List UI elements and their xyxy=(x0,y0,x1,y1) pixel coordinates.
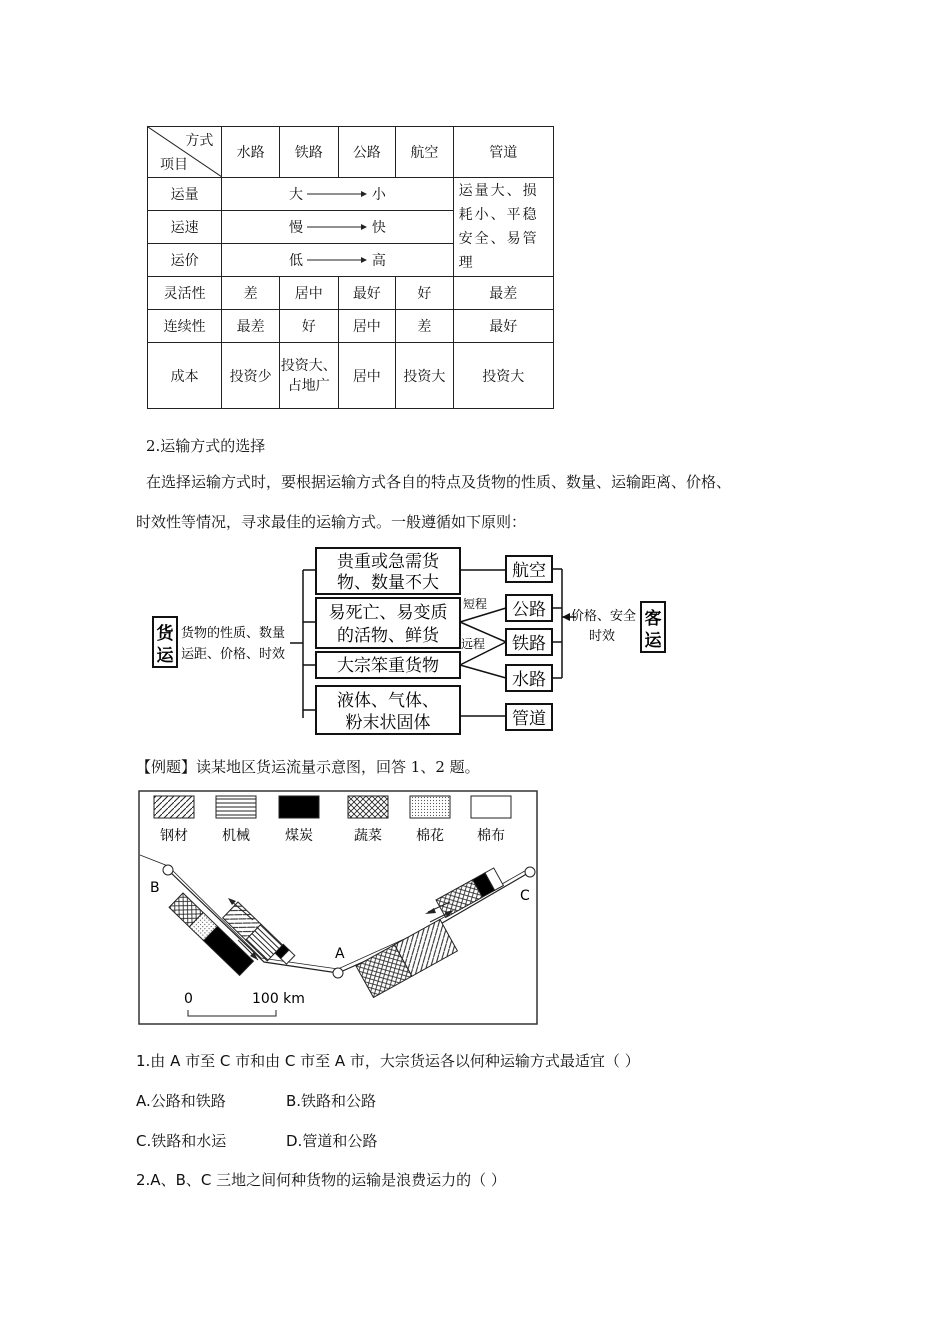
corner-top-label: 方式 xyxy=(185,133,214,149)
freight-flow-map xyxy=(138,790,538,1025)
legend-cotton: 棉花 xyxy=(416,828,444,844)
transport-choice-diagram xyxy=(140,540,680,740)
legend-cloth-swatch xyxy=(471,796,511,818)
row-label: 运量 xyxy=(148,178,222,211)
transport-comparison-table xyxy=(147,126,554,409)
table-cell: 居中 xyxy=(338,343,396,409)
question-1: 1.由 A 市至 C 市和由 C 市至 A 市，大宗货运各以何种运输方式最适宜（ ） xyxy=(136,1052,640,1070)
legend-steel-swatch xyxy=(154,796,194,818)
passenger-factors-2: 时效 xyxy=(589,629,616,644)
city-c-marker xyxy=(525,867,535,877)
table-cell: 投资大 xyxy=(396,343,454,409)
header-cell: 航空 xyxy=(396,127,454,178)
table-cell: 投资大 xyxy=(453,343,553,409)
goods-valuable-1: 贵重或急需货 xyxy=(337,552,439,572)
table-cell: 差 xyxy=(396,310,454,343)
freight-factors-1: 货物的性质、数量 xyxy=(181,626,286,641)
header-cell: 水路 xyxy=(222,127,280,178)
table-cell: 好 xyxy=(279,310,338,343)
speed-arrow-cell xyxy=(222,211,453,244)
pipeline-note: 运量大、损耗小、平稳安全、易管理 xyxy=(453,178,553,277)
speed-to: 快 xyxy=(371,220,386,236)
corner-bottom-label: 项目 xyxy=(160,157,188,173)
legend-machinery-swatch xyxy=(216,796,256,818)
row-label: 成本 xyxy=(148,343,222,409)
legend-vegetable: 蔬菜 xyxy=(354,828,382,844)
table-cell: 差 xyxy=(222,277,280,310)
city-a-marker xyxy=(333,968,343,978)
q1-option-a: A.公路和铁路 xyxy=(136,1092,226,1110)
price-to: 高 xyxy=(371,253,386,269)
freight-label-1: 货 xyxy=(156,624,174,644)
city-c-label: C xyxy=(520,888,530,904)
row-label: 运价 xyxy=(148,244,222,277)
table-cell: 居中 xyxy=(338,310,396,343)
legend-coal: 煤炭 xyxy=(285,828,313,844)
scale-label: 100 km xyxy=(252,991,305,1007)
mode-rail: 铁路 xyxy=(512,634,546,654)
goods-perishable-2: 的活物、鲜货 xyxy=(337,626,439,646)
legend-cloth: 棉布 xyxy=(477,828,505,844)
volume-from: 大 xyxy=(289,187,304,203)
goods-fluid-2: 粉末状固体 xyxy=(345,713,431,733)
row-label: 灵活性 xyxy=(148,277,222,310)
table-cell: 居中 xyxy=(279,277,338,310)
mode-air: 航空 xyxy=(512,561,546,581)
goods-bulk: 大宗笨重货物 xyxy=(337,656,439,676)
q1-option-d: D.管道和公路 xyxy=(286,1132,378,1150)
goods-fluid-1: 液体、气体、 xyxy=(337,691,439,711)
speed-from: 慢 xyxy=(289,220,304,236)
city-b-marker xyxy=(163,865,173,875)
mode-pipeline: 管道 xyxy=(512,709,546,729)
q1-option-c: C.铁路和水运 xyxy=(136,1132,227,1150)
table-cell: 最好 xyxy=(453,310,553,343)
table-cell: 最好 xyxy=(338,277,396,310)
table-cell: 投资少 xyxy=(222,343,280,409)
question-2: 2.A、B、C 三地之间何种货物的运输是浪费运力的（ ） xyxy=(136,1171,506,1189)
row-label: 连续性 xyxy=(148,310,222,343)
arrow-icon xyxy=(307,189,367,199)
passenger-label-1: 客 xyxy=(644,609,662,629)
scale-zero: 0 xyxy=(184,991,193,1007)
arrow-icon xyxy=(307,222,367,232)
price-from: 低 xyxy=(289,253,304,269)
passenger-label-2: 运 xyxy=(644,631,662,651)
volume-to: 小 xyxy=(371,187,386,203)
table-corner-cell xyxy=(148,127,222,178)
header-cell: 公路 xyxy=(338,127,396,178)
table-cell: 最差 xyxy=(222,310,280,343)
city-a-label: A xyxy=(335,946,345,962)
legend-machinery: 机械 xyxy=(222,828,250,844)
legend-cotton-swatch xyxy=(410,796,450,818)
freight-label-2: 运 xyxy=(156,646,174,666)
table-cell: 投资大、占地广 xyxy=(279,343,338,409)
q1-option-b: B.铁路和公路 xyxy=(286,1092,377,1110)
freight-factors-2: 运距、价格、时效 xyxy=(181,647,286,662)
volume-arrow-cell xyxy=(222,178,453,211)
header-cell: 铁路 xyxy=(279,127,338,178)
paragraph-line-2: 时效性等情况，寻求最佳的运输方式。一般遵循如下原则： xyxy=(136,513,527,531)
mode-water: 水路 xyxy=(512,670,546,690)
passenger-factors-1: 价格、安全 xyxy=(571,609,637,624)
row-label: 运速 xyxy=(148,211,222,244)
mode-road: 公路 xyxy=(512,600,546,620)
arrow-icon xyxy=(307,255,367,265)
short-distance-label: 短程 xyxy=(463,597,488,611)
table-cell: 好 xyxy=(396,277,454,310)
header-cell: 管道 xyxy=(453,127,553,178)
example-intro: 【例题】读某地区货运流量示意图，回答 1、2 题。 xyxy=(136,758,480,776)
legend-vegetable-swatch xyxy=(348,796,388,818)
legend-steel: 钢材 xyxy=(160,828,188,844)
goods-perishable-1: 易死亡、易变质 xyxy=(328,603,448,623)
city-b-label: B xyxy=(150,880,160,896)
price-arrow-cell xyxy=(222,244,453,277)
goods-valuable-2: 物、数量不大 xyxy=(337,573,439,593)
table-cell: 最差 xyxy=(453,277,553,310)
long-distance-label: 远程 xyxy=(461,637,486,651)
legend-coal-swatch xyxy=(279,796,319,818)
paragraph-line-1: 在选择运输方式时，要根据运输方式各自的特点及货物的性质、数量、运输距离、价格、 xyxy=(146,473,732,491)
section-title: 2.运输方式的选择 xyxy=(146,437,266,455)
